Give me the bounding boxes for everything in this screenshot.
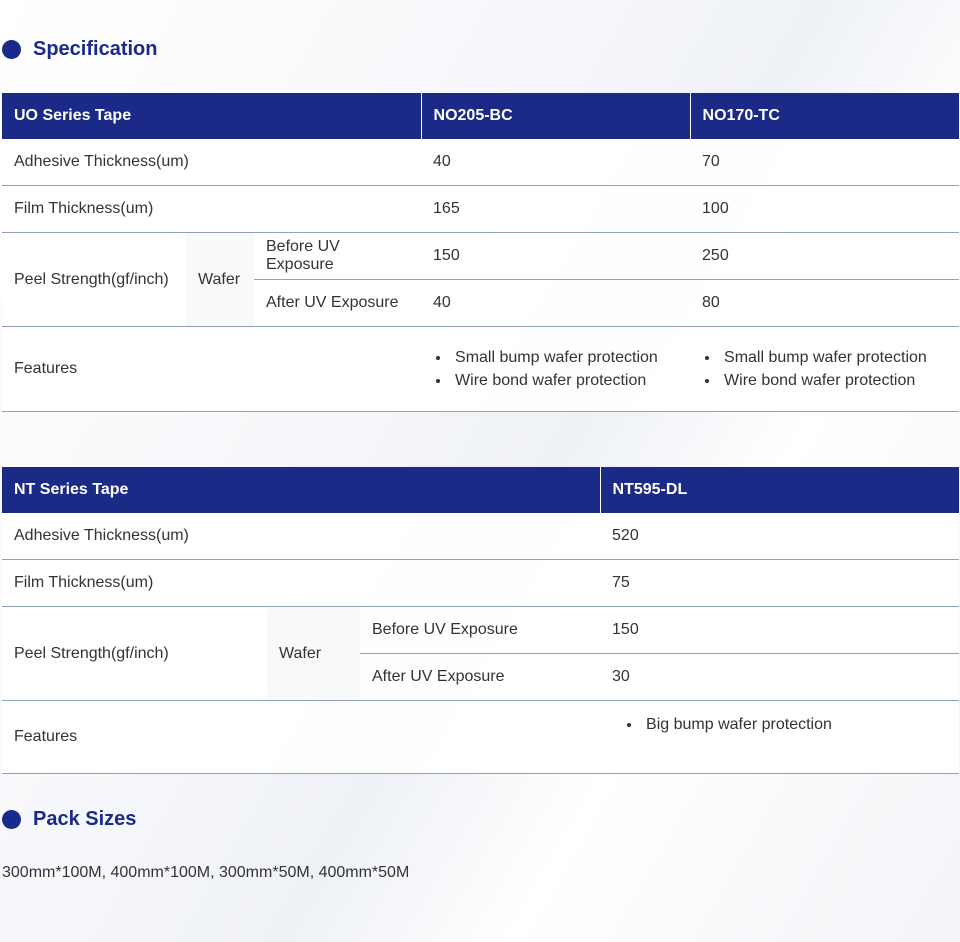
uo-series-table — [2, 93, 959, 412]
list-item: • Wire bond wafer protection — [451, 369, 678, 392]
uo-peel-before-no170: 250 — [690, 233, 959, 280]
nt-features-label: Features — [2, 701, 600, 774]
nt-features-value — [600, 701, 959, 774]
uo-peel-before-no205: 150 — [421, 233, 690, 280]
nt-peel-label: Peel Strength(gf/inch) — [2, 607, 267, 701]
nt-adhesive-value: 520 — [600, 513, 959, 560]
nt-film-value: 75 — [600, 560, 959, 607]
uo-adhesive-no205: 40 — [421, 139, 690, 186]
pack-sizes-title: Pack Sizes — [33, 808, 137, 830]
nt-row-features — [2, 701, 959, 774]
uo-peel-after-label: After UV Exposure — [254, 280, 421, 327]
uo-peel-before-label: Before UV Exposure — [254, 233, 421, 280]
uo-peel-substrate: Wafer — [186, 233, 254, 327]
uo-peel-after-no170: 80 — [690, 280, 959, 327]
uo-header-no170: NO170-TC — [690, 93, 959, 139]
uo-adhesive-no170: 70 — [690, 139, 959, 186]
nt-row-adhesive — [2, 513, 959, 560]
nt-peel-substrate: Wafer — [267, 607, 360, 701]
list-item: • Small bump wafer protection — [451, 346, 678, 369]
nt-film-label: Film Thickness(um) — [2, 560, 600, 607]
nt-peel-before-value: 150 — [600, 607, 959, 654]
nt-row-peel-before — [2, 607, 959, 654]
bullet-dot-icon — [2, 40, 21, 59]
nt-series-table — [2, 467, 959, 774]
uo-features-label: Features — [2, 327, 421, 412]
list-item: • Big bump wafer protection — [642, 713, 947, 736]
uo-header-row — [2, 93, 959, 139]
uo-peel-after-no205: 40 — [421, 280, 690, 327]
uo-row-film — [2, 186, 959, 233]
uo-row-adhesive — [2, 139, 959, 186]
uo-film-no170: 100 — [690, 186, 959, 233]
nt-adhesive-label: Adhesive Thickness(um) — [2, 513, 600, 560]
uo-features-no205-list — [433, 346, 678, 392]
nt-peel-after-label: After UV Exposure — [360, 654, 600, 701]
pack-sizes-heading — [2, 808, 136, 831]
nt-peel-after-value: 30 — [600, 654, 959, 701]
uo-peel-label: Peel Strength(gf/inch) — [2, 233, 186, 327]
uo-adhesive-label: Adhesive Thickness(um) — [2, 139, 421, 186]
bullet-dot-icon — [2, 810, 21, 829]
uo-features-no205 — [421, 327, 690, 412]
uo-header-no205: NO205-BC — [421, 93, 690, 139]
uo-film-label: Film Thickness(um) — [2, 186, 421, 233]
nt-header-series: NT Series Tape — [2, 467, 600, 513]
uo-row-features — [2, 327, 959, 412]
uo-film-no205: 165 — [421, 186, 690, 233]
specification-heading — [2, 38, 157, 61]
uo-features-no170-list — [702, 346, 947, 392]
list-item: • Wire bond wafer protection — [720, 369, 947, 392]
nt-features-list — [612, 713, 947, 736]
pack-sizes-text: 300mm*100M, 400mm*100M, 300mm*50M, 400mm*50M — [2, 864, 410, 881]
nt-peel-before-label: Before UV Exposure — [360, 607, 600, 654]
nt-header-nt595: NT595-DL — [600, 467, 959, 513]
uo-row-peel-before — [2, 233, 959, 280]
list-item: • Small bump wafer protection — [720, 346, 947, 369]
uo-features-no170 — [690, 327, 959, 412]
specification-title: Specification — [33, 38, 158, 60]
uo-header-series: UO Series Tape — [2, 93, 421, 139]
nt-header-row — [2, 467, 959, 513]
nt-row-film — [2, 560, 959, 607]
